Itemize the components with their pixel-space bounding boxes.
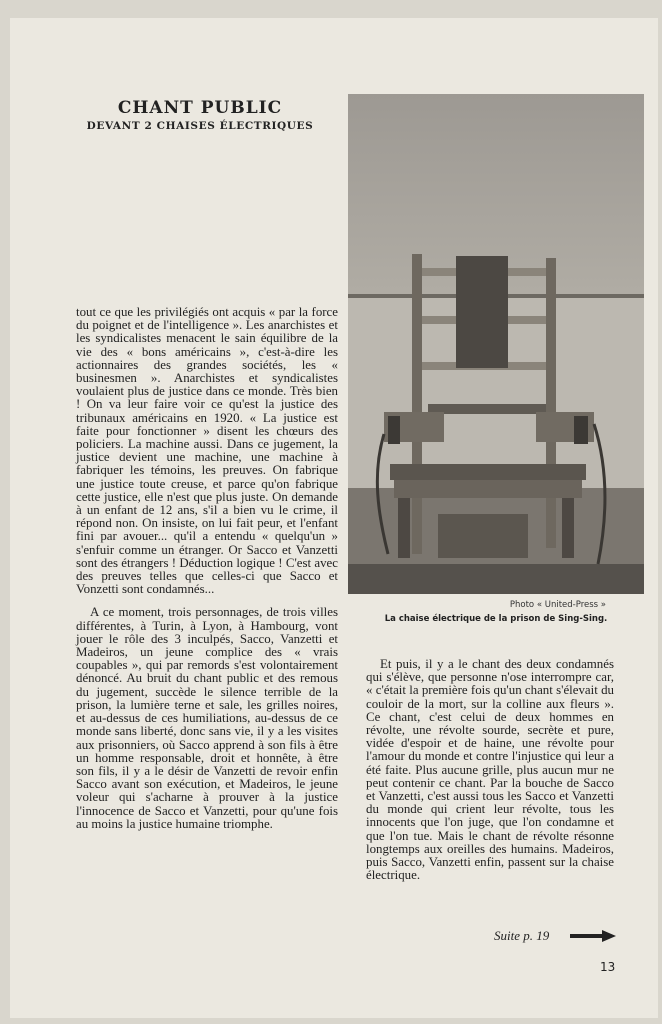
article-paragraph: tout ce que les privilégiés ont acquis « par la force du poignet et de l'intelligence ». Les anarchistes et les syndicalistes menacent le sain équilibre de la vie des « bons américains », c'est-à-dire les actionnaires des grandes sociétés, les « businesmen ». Anarchistes et syndicalistes voulaient plus de justice dans ce monde. Très bien ! On va leur faire voir ce qu'est la justice des tribunaux américains en 1920. « La justice est faite pour fonctionner » disent les chœurs des policiers. La machine aussi. Dans ce jugement, la justice devient une machine, une machine à fabriquer les témoins, les preuves. On fabrique une justice toute creuse, et parce qu'on fabrique cette justice, elle n'est que plus juste. On demande à un enfant de 12 ans, s'il a bien vu le crime, il répond non. On insiste, on lui fait peur, et l'enfant fini par avouer... qu'il a entendu « quelqu'un » s'enfuir comme un étranger. Or Sacco et Vanzetti sont des étrangers ! Déduction logique ! C'est avec des preuves telles que celles-ci que Sacco et Vonzetti sont condamnés... [76,305,338,597]
article-title: CHANT PUBLIC [117,98,283,118]
article-subtitle: DEVANT 2 CHAISES ÉLECTRIQUES [86,120,314,132]
article-header [80,98,320,132]
photo-credit: Photo « United-Press » [509,600,606,610]
article-column-left [76,306,338,831]
article-column-right [366,658,614,882]
photo-caption: La chaise électrique de la prison de Sing-Sing. [384,614,608,624]
article-paragraph: Et puis, il y a le chant des deux condamnés qui s'élève, que personne n'ose interrompre car, « c'était la première fois qu'un chant s'élevait du couloir de la mort, sur la colline aux fleurs ». Ce chant, c'est celui de deux hommes en révolte, une révolte sourde, secrète et pure, vidée d'espoir et de haine, une révolte pour l'amour du monde et contre l'injustice qui leur a été faite. Plus aucune grille, plus aucun mur ne peut contenir ce chant. Par la bouche de Sacco et Vanzetti, c'est aussi tous les Sacco et Vanzetti du monde qui crient leur révolte, tous les innocents que l'on juge, que l'on condamne et que l'on tue. Mais le chant de révolte résonne longtemps aux oreilles des humains. Madeiros, puis Sacco, Vanzetti enfin, passent sur la chaise électrique. [366,657,614,883]
electric-chair-photo [348,94,644,594]
page-number: 13 [600,960,616,974]
electric-chair-illustration [348,94,644,594]
article-paragraph: A ce moment, trois personnages, de trois villes différentes, à Turin, à Lyon, à Hambourg, vont jouer le rôle des 3 inculpés, Sacco, Vanzetti et Madeiros, un jeune complice des « vrais coupables », qui par remords s'est volontairement dénoncé. Au bruit du chant public et des remous du jugement, succède le silence terrible de la prison, la lumière terne et sale, les grilles noires, et au-dessus de ces humiliations, au-dessus de ce monde sans liberté, donc sans vie, il y a les visites aux prisonniers, où Sacco apprend à son fils à être un homme responsable, droit et honnête, à être son fils, il y a le désir de Vanzetti de revoir enfin Sacco avant son exécution, et Madeiros, le jeune voleur qui s'acharne à prouver à la justice l'innocence de Sacco et Vanzetti, pour qu'une fois au moins la justice humaine triomphe. [76,605,338,831]
arrow-right-icon [570,930,616,942]
continued-note: Suite p. 19 [494,928,550,943]
